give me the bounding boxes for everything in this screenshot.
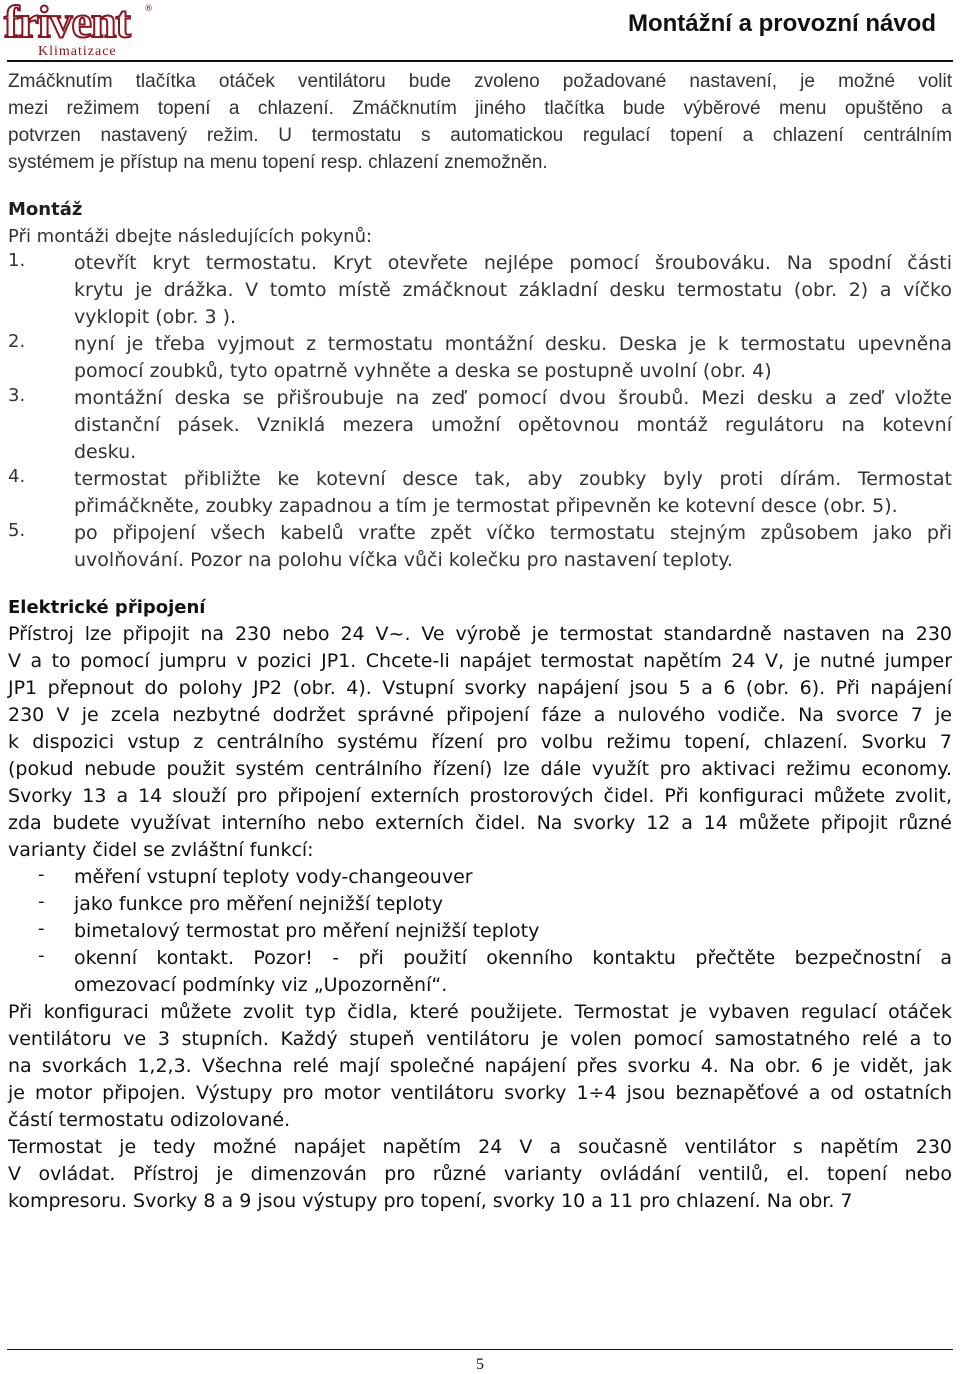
text-line: Svorky 13 a 14 slouží pro připojení externích prostorových čidel. Při konfiguraci můžete zvolit,: [8, 785, 952, 807]
text-line: varianty čidel se zvláštní funkcí:: [8, 839, 314, 861]
text-line: kompresoru. Svorky 8 a 9 jsou výstupy pro topení, svorky 10 a 11 pro chlazení. Na obr. 7: [8, 1190, 853, 1212]
text-line: přimáčkněte, zoubky zapadnou a tím je termostat připevněn ke kotevní desce (obr. 5).: [74, 495, 898, 517]
text-line: po připojení všech kabelů vraťte zpět víčko termostatu stejným způsobem jako při: [74, 522, 952, 544]
elektricke-paragraph-2: [8, 999, 952, 1134]
logo-subtitle: Klimatizace: [38, 44, 117, 59]
text-line: distanční pásek. Vzniklá mezera umožní opětovnou montáž regulátoru na kotevní: [74, 414, 952, 436]
text-line: potvrzen nastavený režim. U termostatu s automatickou regulací topení a chlazení centrálním: [8, 125, 952, 146]
list-number: 5.: [8, 520, 26, 541]
page-content: [8, 68, 952, 1215]
text-line: V a to pomocí jumpru v pozici JP1. Chcete-li napájet termostat napětím 24 V, je nutné jumper: [8, 650, 952, 672]
frivent-logo: [4, 2, 152, 58]
text-line: na svorkách 1,2,3. Všechna relé mají společné napájení přes svorku 4. Na obr. 6 je vidět, jak: [8, 1055, 952, 1077]
elektricke-paragraph-3: [8, 1134, 952, 1215]
text-line: částí termostatu odizolované.: [8, 1109, 291, 1131]
text-line: okenní kontakt. Pozor! - při použití okenního kontaktu přečtěte bezpečnostní a: [74, 947, 952, 969]
text-line: omezovací podmínky viz „Upozornění“.: [74, 974, 448, 996]
header-rule: [7, 60, 953, 62]
text-line: ventilátoru ve 3 stupních. Každý stupeň ventilátoru je volen pomocí samostatného relé a to: [8, 1028, 952, 1050]
section-heading-elektricke: Elektrické připojení: [8, 597, 206, 618]
list-dash: -: [38, 918, 45, 939]
list-number: 4.: [8, 466, 26, 487]
list-item: [8, 466, 952, 520]
list-item: [8, 918, 952, 945]
text-line: Při konfiguraci můžete zvolit typ čidla, které použijete. Termostat je vybaven regulací otáček: [8, 1001, 952, 1023]
document-title: Montážní a provozní návod: [627, 10, 936, 37]
footer-rule: [7, 1349, 953, 1350]
list-item: [8, 864, 952, 891]
list-item: [8, 945, 952, 999]
text-line: JP1 přepnout do polohy JP2 (obr. 4). Vstupní svorky napájení jsou 5 a 6 (obr. 6). Při napájení: [8, 677, 952, 699]
text-line: pomocí zoubků, tyto opatrně vyhněte a deska se postupně uvolní (obr. 4): [74, 360, 772, 382]
logo-registered-mark: ®: [144, 4, 153, 14]
text-line: je motor připojen. Výstupy pro motor ventilátoru svorky 1÷4 jsou beznapěťové a od ostatních: [8, 1082, 952, 1104]
list-item: [8, 520, 952, 574]
text-line: (pokud nebude použit systém centrálního řízení) lze dále využít pro aktivaci režimu economy.: [8, 758, 952, 780]
page-number: 5: [476, 1356, 484, 1373]
text-line: k dispozici vstup z centrálního systému řízení pro volbu režimu topení, chlazení. Svorku 7: [8, 731, 952, 753]
logo-wordmark: frivent: [4, 0, 130, 47]
text-line: Termostat je tedy možné napájet napětím 24 V a současně ventilátor s napětím 230: [8, 1136, 952, 1158]
list-number: 1.: [8, 250, 26, 271]
text-line: vyklopit (obr. 3 ).: [74, 306, 237, 328]
text-line: zda budete využívat interního nebo externích čidel. Na svorky 12 a 14 můžete připojit různé: [8, 812, 952, 834]
text-line: termostat přibližte ke kotevní desce tak, aby zoubky byly proti dírám. Termostat: [74, 468, 952, 490]
list-item: [8, 385, 952, 466]
sensor-variants-list: [8, 864, 952, 999]
text-line: jako funkce pro měření nejnižší teploty: [74, 893, 443, 915]
text-line: desku.: [74, 441, 137, 463]
text-line: 230 V je zcela nezbytné dodržet správné připojení fáze a nulového vodiče. Na svorce 7 je: [8, 704, 952, 726]
intro-paragraph: [8, 68, 952, 176]
text-line: bimetalový termostat pro měření nejnižší teploty: [74, 920, 540, 942]
text-line: Zmáčknutím tlačítka otáček ventilátoru bude zvoleno požadované nastavení, je možné volit: [8, 71, 952, 92]
list-dash: -: [38, 891, 45, 912]
montaz-list: [8, 250, 952, 574]
text-line: uvolňování. Pozor na polohu víčka vůči kolečku pro nastavení teploty.: [74, 549, 733, 571]
text-line: krytu je drážka. V tomto místě zmáčknout základní desku termostatu (obr. 2) a víčko: [74, 279, 952, 301]
montaz-intro: Při montáži dbejte následujících pokynů:: [8, 226, 373, 247]
list-item: [8, 331, 952, 385]
text-line: V ovládat. Přístroj je dimenzován pro různé varianty ovládání ventilů, el. topení nebo: [8, 1163, 952, 1185]
page-header: [0, 0, 960, 62]
list-number: 2.: [8, 331, 26, 352]
text-line: montážní deska se přišroubuje na zeď pomocí dvou šroubů. Mezi desku a zeď vložte: [74, 387, 952, 409]
text-line: mezi režimem topení a chlazení. Zmáčknutím jiného tlačítka bude výběrové menu opuštěno a: [8, 98, 952, 119]
list-dash: -: [38, 864, 45, 885]
text-line: systémem je přístup na menu topení resp. chlazení znemožněn.: [8, 152, 548, 173]
list-number: 3.: [8, 385, 26, 406]
text-line: Přístroj lze připojit na 230 nebo 24 V~. Ve výrobě je termostat standardně nastaven na 230: [8, 623, 952, 645]
list-dash: -: [38, 945, 45, 966]
list-item: [8, 891, 952, 918]
list-item: [8, 250, 952, 331]
section-heading-montaz: Montáž: [8, 199, 83, 220]
text-line: nyní je třeba vyjmout z termostatu montážní desku. Deska je k termostatu upevněna: [74, 333, 952, 355]
elektricke-paragraph-1: [8, 621, 952, 864]
text-line: měření vstupní teploty vody-changeouver: [74, 866, 473, 888]
text-line: otevřít kryt termostatu. Kryt otevřete nejlépe pomocí šroubováku. Na spodní části: [74, 252, 952, 274]
